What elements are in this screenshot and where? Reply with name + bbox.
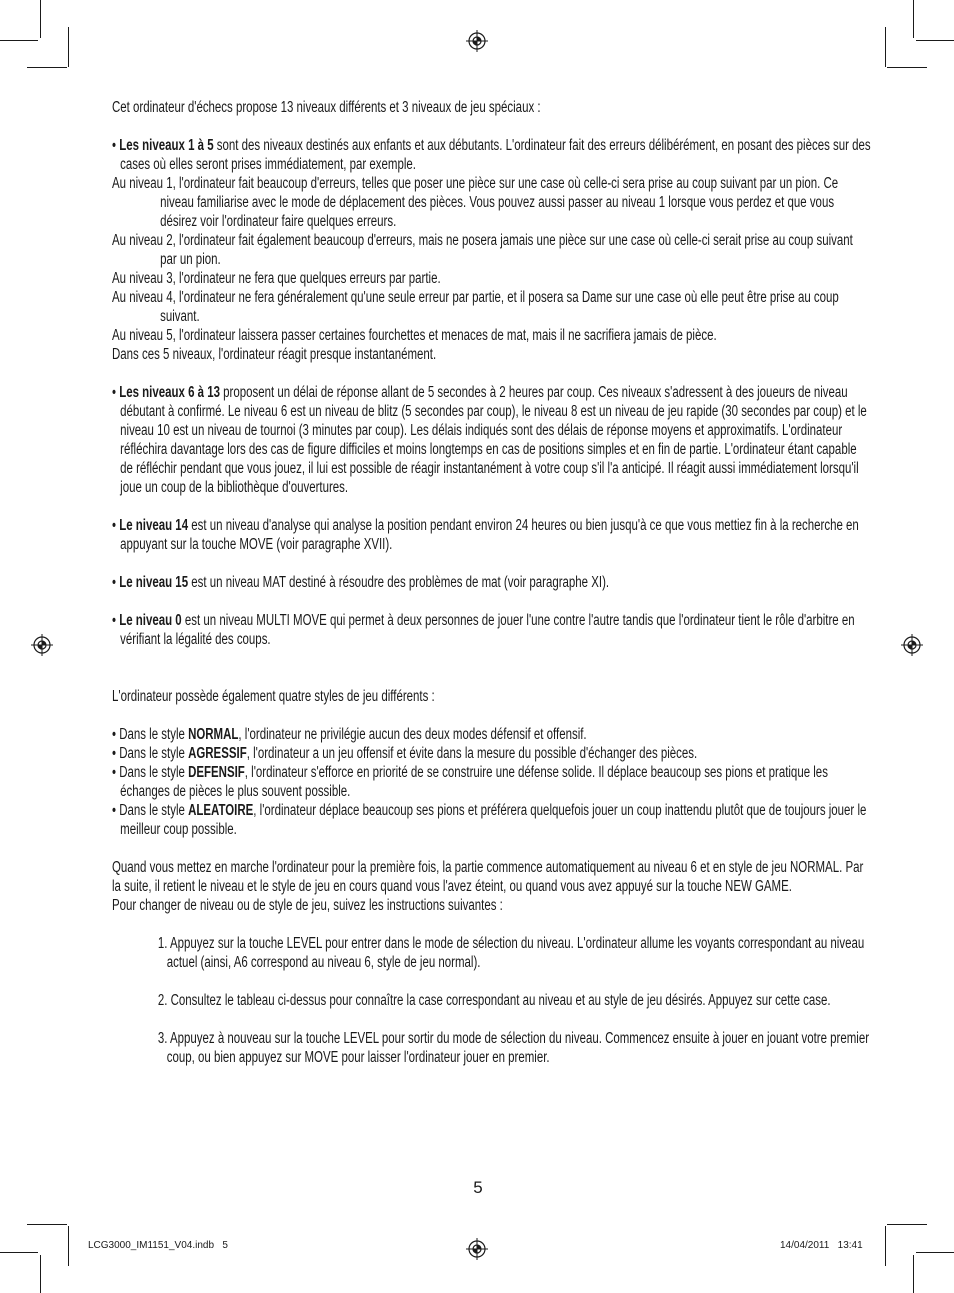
crop-mark — [0, 1252, 38, 1253]
level-2-detail: Au niveau 2, l'ordinateur fait également beaucoup d'erreurs, mais ne posera jamais une pièce sur une case où celle-ci serait prise au coup suivant par un pion. — [112, 232, 853, 268]
levels-6-13-text: proposent un délai de réponse allant de 5 secondes à 2 heures par coup. Ces niveaux s'adressent à des joueurs de niveau débutant à confirmé. Le niveau 6 est un niveau de blitz (5 secondes par coup), le niveau 8 est un niveau de jeu rapide (30 secondes par coup) et le niveau 10 est un niveau de tournoi (3 minutes par coup). Les délais indiqués sont des délais de réponse moyens et approximatifs. L'ordinateur réfléchira davantage lors des cas de figure difficiles et moins longtemps en cas de positions simples et en fin de partie. L'ordinateur étant capable de réfléchir pendant que vous jouez, il lui est possible de réagir instantanément à votre coup s'il l'a anticipé. Il réagit aussi immédiatement lorsqu'il joue un coup de la bibliothèque d'ouvertures. — [120, 384, 867, 496]
steps-list — [112, 934, 872, 1067]
style-agressif-bullet — [112, 744, 872, 763]
levels-intro: Cet ordinateur d'échecs propose 13 niveaux différents et 3 niveaux de jeu spéciaux : — [112, 99, 541, 116]
step-3: 3. Appuyez à nouveau sur la touche LEVEL pour sortir du mode de sélection du niveau. Commencez ensuite à jouer en jouant votre premier coup, ou bien appuyez sur MOVE pour laisser l'ordinateur jouer en premier. — [157, 1030, 870, 1066]
level-5-detail: Au niveau 5, l'ordinateur laissera passer certaines fourchettes et menaces de mat, mais il ne sacrifiera jamais de pièce. — [112, 327, 717, 344]
level-15-text: est un niveau MAT destiné à résoudre des problèmes de mat (voir paragraphe XI). — [188, 574, 610, 591]
style-agressif-text: , l'ordinateur a un jeu offensif et évite dans la mesure du possible d'échanger des pièces. — [246, 745, 698, 762]
levels-6-13-bullet — [112, 383, 872, 497]
startup-paragraph: Quand vous mettez en marche l'ordinateur pour la première fois, la partie commence automatiquement au niveau 6 et en style de jeu NORMAL. Par la suite, il retient le niveau et le style de jeu en cours quand vous l'avez éteint, ou quand vous avez appuyé sur la touche NEW GAME. — [112, 859, 864, 895]
bullet-icon: • — [112, 517, 117, 534]
style-aleatoire-text: , l'ordinateur déplace beaucoup ses pions et préférera quelquefois jouer un coup inattendu plutôt que de toujours jouer le meilleur coup possible. — [120, 802, 867, 838]
bullet-icon: • — [112, 612, 117, 629]
crop-mark — [27, 1224, 67, 1225]
levels-6-13-label: Les niveaux 6 à 13 — [119, 384, 220, 401]
level-14-bullet — [112, 516, 872, 554]
style-prefix: Dans le style — [119, 764, 189, 781]
style-normal-bullet — [112, 725, 872, 744]
style-aleatoire-bullet — [112, 801, 872, 839]
level-15-bullet — [112, 573, 872, 592]
style-prefix: Dans le style — [119, 802, 189, 819]
crop-mark — [887, 1224, 927, 1225]
level-0-text: est un niveau MULTI MOVE qui permet à deux personnes de jouer l'une contre l'autre tandis que l'ordinateur tient le rôle d'arbitre en vérifiant la légalité des coups. — [120, 612, 855, 648]
crop-mark — [916, 1252, 954, 1253]
style-normal-text: , l'ordinateur ne privilégie aucun des deux modes défensif et offensif. — [238, 726, 587, 743]
crop-mark — [913, 1255, 914, 1293]
bullet-icon: • — [112, 384, 117, 401]
level-0-bullet — [112, 611, 872, 649]
bullet-icon: • — [112, 745, 117, 762]
crop-mark — [27, 67, 67, 68]
level-4-detail: Au niveau 4, l'ordinateur ne fera généralement qu'une seule erreur par partie, et il posera sa Dame sur une case où elle peut être prise au coup suivant. — [112, 289, 839, 325]
style-agressif-label: AGRESSIF — [188, 745, 247, 762]
styles-intro: L'ordinateur possède également quatre styles de jeu différents : — [112, 688, 435, 705]
levels-1-5-bullet — [112, 136, 872, 174]
bullet-icon: • — [112, 764, 117, 781]
crop-mark — [885, 27, 886, 67]
level-0-label: Le niveau 0 — [119, 612, 182, 629]
levels-1-5-text: sont des niveaux destinés aux enfants et aux débutants. L'ordinateur fait des erreurs délibérément, en posant des pièces sur des cases où elles seront prises immédiatement, par exemple. — [120, 137, 871, 173]
page-content — [112, 98, 872, 1067]
registration-mark-icon — [31, 634, 53, 656]
registration-mark-icon — [466, 30, 488, 52]
step-1: 1. Appuyez sur la touche LEVEL pour entrer dans le mode de sélection du niveau. L'ordinateur allume les voyants correspondant au niveau actuel (ainsi, A6 correspond au niveau 6, style de jeu normal). — [157, 935, 865, 971]
crop-mark — [68, 1226, 69, 1266]
step-2: 2. Consultez le tableau ci-dessus pour connaître la case correspondant au niveau et au style de jeu désirés. Appuyez sur cette case. — [157, 992, 831, 1009]
footer-filename: LCG3000_IM1151_V04.indb 5 — [88, 1240, 228, 1251]
style-aleatoire-label: ALEATOIRE — [188, 802, 254, 819]
crop-mark — [0, 40, 38, 41]
crop-mark — [887, 67, 927, 68]
levels-1-5-closing: Dans ces 5 niveaux, l'ordinateur réagit presque instantanément. — [112, 346, 437, 363]
page-number: 5 — [473, 1178, 483, 1197]
level-14-text: est un niveau d'analyse qui analyse la position pendant environ 24 heures ou bien jusqu'à ce que vous mettiez fin à la recherche en appuyant sur la touche MOVE (voir paragraphe XVII). — [120, 517, 859, 553]
style-prefix: Dans le style — [119, 726, 189, 743]
style-defensif-text: , l'ordinateur s'efforce en priorité de se construire une défense solide. Il déplace beaucoup ses pions et pratique les échanges de pièces le plus souvent possible. — [120, 764, 828, 800]
style-normal-label: NORMAL — [188, 726, 239, 743]
bullet-icon: • — [112, 726, 117, 743]
style-defensif-bullet — [112, 763, 872, 801]
crop-mark — [40, 0, 41, 38]
crop-mark — [916, 40, 954, 41]
footer-timestamp: 14/04/2011 13:41 — [780, 1240, 863, 1251]
registration-mark-icon — [466, 1238, 488, 1260]
bullet-icon: • — [112, 574, 117, 591]
level-14-label: Le niveau 14 — [119, 517, 189, 534]
text-column — [112, 98, 872, 1067]
bullet-icon: • — [112, 137, 117, 154]
registration-mark-icon — [901, 634, 923, 656]
style-prefix: Dans le style — [119, 745, 189, 762]
crop-mark — [885, 1226, 886, 1266]
bullet-icon: • — [112, 802, 117, 819]
level-15-label: Le niveau 15 — [119, 574, 189, 591]
crop-mark — [913, 0, 914, 38]
level-3-detail: Au niveau 3, l'ordinateur ne fera que quelques erreurs par partie. — [112, 270, 441, 287]
crop-mark — [68, 27, 69, 67]
levels-1-5-label: Les niveaux 1 à 5 — [119, 137, 214, 154]
change-level-intro: Pour changer de niveau ou de style de jeu, suivez les instructions suivantes : — [112, 897, 503, 914]
crop-mark — [40, 1255, 41, 1293]
level-1-detail: Au niveau 1, l'ordinateur fait beaucoup d'erreurs, telles que poser une pièce sur une case où celle-ci sera prise au coup suivant par un pion. Ce niveau familiarise avec le mode de déplacement des pièces. Vous pouvez aussi passer au niveau 1 lorsque vous perdez et que vous désirez voir l'ordinateur faire quelques erreurs. — [112, 175, 839, 230]
style-defensif-label: DEFENSIF — [188, 764, 245, 781]
